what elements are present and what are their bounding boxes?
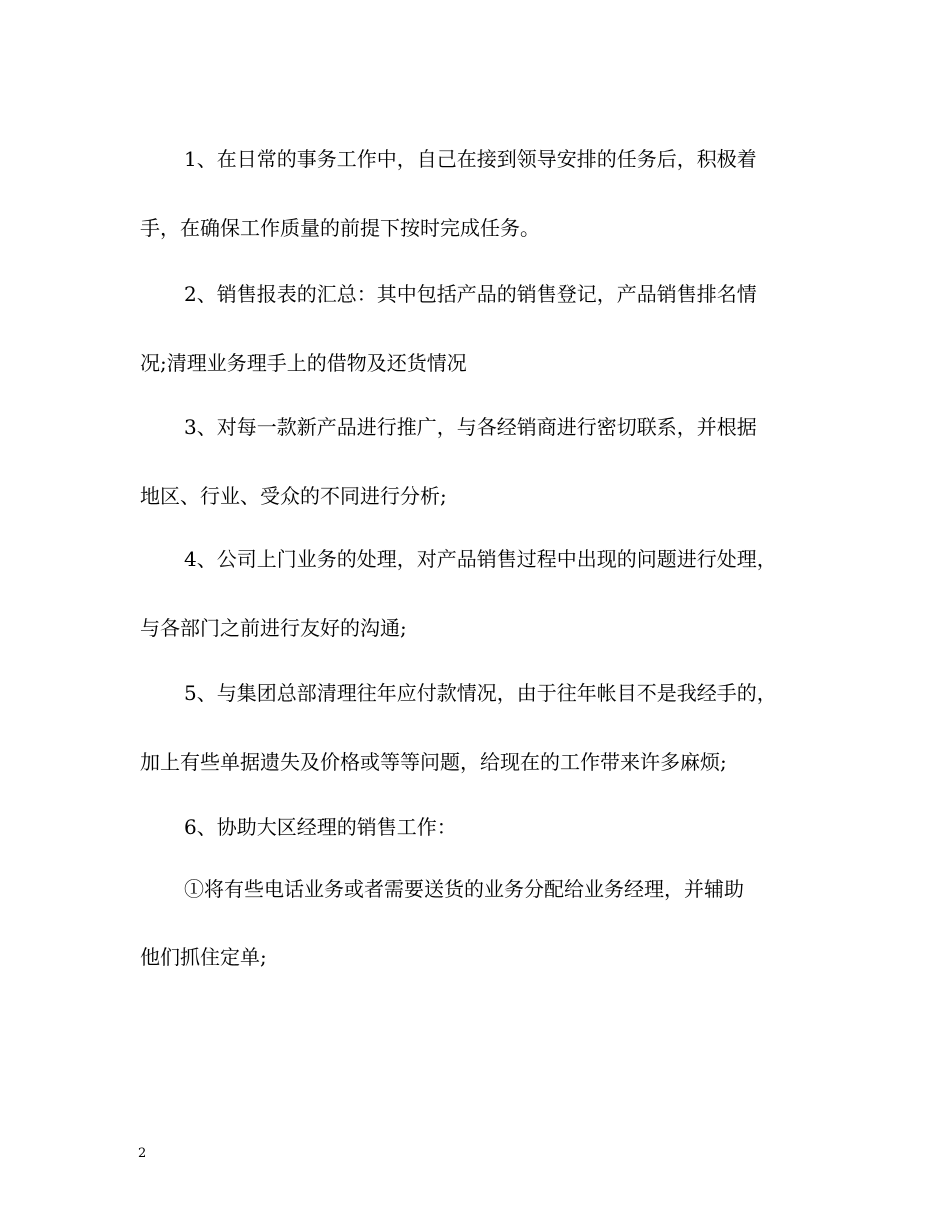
paragraph-1-line-2: 手，在确保工作质量的前提下按时完成任务。 <box>140 216 540 240</box>
paragraph-3-line-1: 3、对每一款新产品进行推广，与各经销商进行密切联系，并根据 <box>184 415 757 439</box>
paragraph-1-line-1: 1、在日常的事务工作中，自己在接到领导安排的任务后，积极着 <box>184 147 757 171</box>
paragraph-2-line-2: 况;清理业务理手上的借物及还货情况 <box>140 351 467 375</box>
page-number: 2 <box>138 1146 147 1161</box>
paragraph-2-line-1: 2、销售报表的汇总：其中包括产品的销售登记，产品销售排名情 <box>184 282 757 306</box>
paragraph-6-line-1: 6、协助大区经理的销售工作： <box>184 815 457 839</box>
paragraph-7-line-2: 他们抓住定单; <box>140 945 267 969</box>
paragraph-5-line-2: 加上有些单据遗失及价格或等等问题，给现在的工作带来许多麻烦; <box>140 750 727 774</box>
paragraph-4-line-2: 与各部门之前进行友好的沟通; <box>140 616 407 640</box>
paragraph-4-line-1: 4、公司上门业务的处理，对产品销售过程中出现的问题进行处理， <box>184 547 777 571</box>
paragraph-5-line-1: 5、与集团总部清理往年应付款情况，由于往年帐目不是我经手的， <box>184 681 777 705</box>
paragraph-3-line-2: 地区、行业、受众的不同进行分析; <box>140 484 447 508</box>
paragraph-7-line-1: ①将有些电话业务或者需要送货的业务分配给业务经理，并辅助 <box>184 877 744 901</box>
